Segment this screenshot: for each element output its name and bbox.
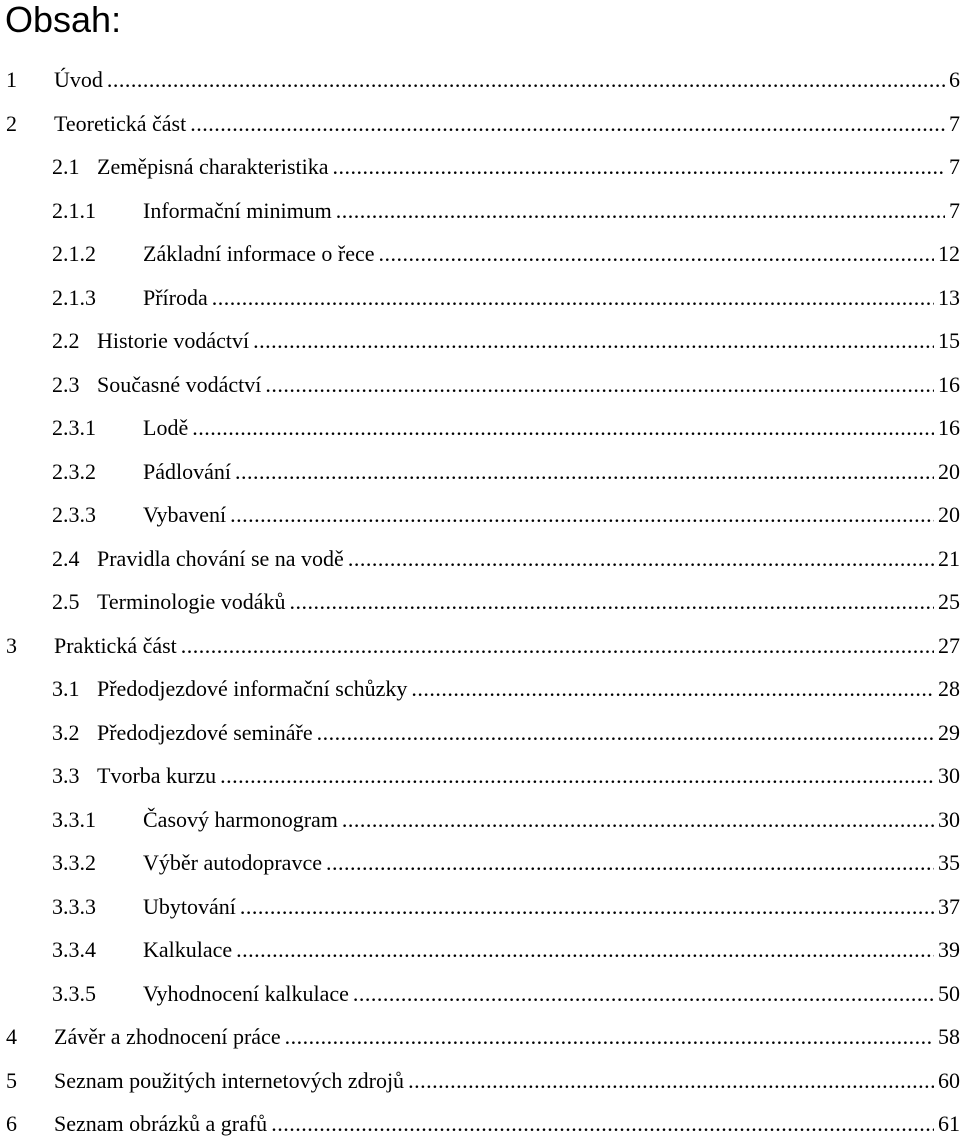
toc-entry-page: 12 bbox=[938, 241, 960, 266]
toc-entry-label: Základní informace o řece bbox=[143, 241, 375, 266]
toc-entry-label: Seznam obrázků a grafů bbox=[54, 1111, 268, 1136]
toc-entry[interactable] bbox=[0, 884, 960, 928]
toc-entry[interactable] bbox=[0, 666, 960, 710]
toc-entry[interactable] bbox=[0, 362, 960, 406]
toc-entry-number: 3.3.5 bbox=[52, 980, 96, 1006]
toc-entry-number: 3.2 bbox=[52, 719, 80, 745]
toc-entry[interactable] bbox=[0, 318, 960, 362]
toc-entry-label: Kalkulace bbox=[143, 937, 233, 962]
toc-entry-label: Předodjezdové semináře bbox=[97, 719, 313, 745]
dot-leader bbox=[317, 720, 934, 746]
toc-entry[interactable] bbox=[0, 536, 960, 580]
dot-leader bbox=[411, 676, 934, 702]
toc-entry-line bbox=[97, 154, 960, 180]
toc-entry-page: 30 bbox=[938, 806, 960, 832]
dot-leader bbox=[342, 807, 934, 833]
toc-entry-line bbox=[143, 850, 960, 876]
toc-entry[interactable] bbox=[0, 971, 960, 1015]
toc-entry-page: 60 bbox=[938, 1067, 960, 1093]
toc-entry-number: 3 bbox=[6, 632, 17, 658]
toc-entry-page: 50 bbox=[938, 980, 960, 1006]
toc-entry[interactable] bbox=[0, 101, 960, 145]
toc-entry-number: 3.3.3 bbox=[52, 893, 96, 919]
dot-leader bbox=[253, 328, 934, 354]
toc-entry-label: Informační minimum bbox=[143, 197, 332, 223]
toc-entry-line bbox=[54, 1111, 960, 1137]
toc-entry-page: 7 bbox=[949, 154, 960, 179]
toc-entry-number: 2.2 bbox=[52, 328, 80, 353]
toc-entry-line bbox=[143, 415, 960, 441]
toc-entry-label: Tvorba kurzu bbox=[97, 763, 217, 788]
toc-entry-number: 2.1.1 bbox=[52, 197, 96, 223]
dot-leader bbox=[408, 1068, 934, 1094]
toc-entry-line bbox=[97, 763, 960, 789]
dot-leader bbox=[220, 763, 934, 789]
dot-leader bbox=[285, 1024, 934, 1050]
toc-entry-page: 28 bbox=[938, 676, 960, 701]
dot-leader bbox=[181, 633, 934, 659]
toc-entry-line bbox=[54, 1068, 960, 1094]
dot-leader bbox=[107, 67, 945, 93]
toc-entry[interactable] bbox=[0, 710, 960, 754]
toc-entry-label: Současné vodáctví bbox=[97, 371, 262, 397]
toc-entry-label: Terminologie vodáků bbox=[97, 589, 286, 614]
dot-leader bbox=[289, 589, 934, 615]
toc-entry[interactable] bbox=[0, 753, 960, 797]
dot-leader bbox=[230, 502, 934, 528]
toc-entry[interactable] bbox=[0, 492, 960, 536]
toc-entry-label: Historie vodáctví bbox=[97, 328, 250, 353]
toc-entry-page: 61 bbox=[938, 1111, 960, 1136]
toc-entry-label: Lodě bbox=[143, 415, 189, 440]
toc-entry-number: 2.1.2 bbox=[52, 241, 96, 266]
toc-entry[interactable] bbox=[0, 840, 960, 884]
dot-leader bbox=[192, 415, 934, 441]
dot-leader bbox=[378, 241, 934, 267]
toc-entry-number: 3.3 bbox=[52, 763, 80, 788]
toc-entry-line bbox=[97, 328, 960, 354]
dot-leader bbox=[236, 937, 934, 963]
toc-entry-line bbox=[97, 676, 960, 702]
dot-leader bbox=[353, 981, 934, 1007]
toc-entry-number: 2.3.1 bbox=[52, 415, 96, 440]
toc-entry-line bbox=[97, 546, 960, 572]
toc-entry-page: 20 bbox=[938, 458, 960, 484]
toc-entry-page: 39 bbox=[938, 937, 960, 962]
toc-entry-label: Závěr a zhodnocení práce bbox=[54, 1024, 281, 1049]
toc-entry-label: Časový harmonogram bbox=[143, 806, 338, 832]
dot-leader bbox=[333, 154, 945, 180]
toc-entry-number: 2.1 bbox=[52, 154, 80, 179]
toc-entry-line bbox=[143, 981, 960, 1007]
toc-entry-page: 15 bbox=[938, 328, 960, 353]
toc-entry-line bbox=[143, 285, 960, 311]
toc-entry[interactable] bbox=[0, 1014, 960, 1058]
toc-entry-page: 7 bbox=[949, 197, 960, 223]
toc-entry-label: Teoretická část bbox=[54, 110, 187, 136]
toc-entry-number: 2.3.2 bbox=[52, 458, 96, 484]
toc-entry-line bbox=[143, 459, 960, 485]
toc-entry-page: 29 bbox=[938, 719, 960, 745]
toc-entry-label: Úvod bbox=[54, 67, 103, 92]
toc-entry-page: 27 bbox=[938, 632, 960, 658]
toc-entry-page: 16 bbox=[938, 371, 960, 397]
toc-entry-label: Zeměpisná charakteristika bbox=[97, 154, 329, 179]
toc-entry-line bbox=[143, 937, 960, 963]
toc-entry-number: 2.5 bbox=[52, 589, 80, 614]
toc-entry-line bbox=[97, 372, 960, 398]
toc-entry-line bbox=[143, 894, 960, 920]
toc-entry-page: 7 bbox=[949, 110, 960, 136]
page-title: Obsah: bbox=[5, 0, 122, 40]
toc-entry-number: 2.3 bbox=[52, 371, 80, 397]
toc-entry[interactable] bbox=[0, 797, 960, 841]
toc-entry-number: 2.3.3 bbox=[52, 502, 96, 527]
toc-entry-number: 3.3.4 bbox=[52, 937, 96, 962]
toc-entry[interactable] bbox=[0, 275, 960, 319]
dot-leader bbox=[348, 546, 934, 572]
toc-entry-page: 21 bbox=[938, 545, 960, 571]
toc-entry-label: Výběr autodopravce bbox=[143, 850, 322, 875]
dot-leader bbox=[336, 198, 945, 224]
toc-entry-number: 1 bbox=[6, 67, 17, 92]
toc-entry[interactable] bbox=[0, 449, 960, 493]
dot-leader bbox=[235, 459, 934, 485]
toc-entry-line bbox=[54, 111, 960, 137]
toc-entry[interactable] bbox=[0, 144, 960, 188]
toc-entry[interactable] bbox=[0, 57, 960, 101]
toc-entry-page: 30 bbox=[938, 763, 960, 788]
toc-entry-page: 16 bbox=[938, 415, 960, 440]
toc-entry-page: 6 bbox=[949, 67, 960, 92]
toc-entry-label: Praktická část bbox=[54, 632, 177, 658]
toc-entry-label: Vyhodnocení kalkulace bbox=[143, 980, 349, 1006]
toc-entry-label: Seznam použitých internetových zdrojů bbox=[54, 1067, 405, 1093]
toc-entry-page: 13 bbox=[938, 284, 960, 310]
toc-entry-label: Vybavení bbox=[143, 502, 227, 527]
toc-entry-number: 4 bbox=[6, 1024, 17, 1049]
dot-leader bbox=[190, 111, 945, 137]
toc-entry[interactable] bbox=[0, 1058, 960, 1102]
dot-leader bbox=[212, 285, 934, 311]
toc-entry-label: Ubytování bbox=[143, 893, 236, 919]
toc-entry[interactable] bbox=[0, 927, 960, 971]
toc-entry-number: 3.1 bbox=[52, 676, 80, 701]
toc-entry[interactable] bbox=[0, 231, 960, 275]
dot-leader bbox=[326, 850, 934, 876]
dot-leader bbox=[240, 894, 934, 920]
toc-entry-number: 2.1.3 bbox=[52, 284, 96, 310]
toc-entry[interactable] bbox=[0, 1101, 960, 1145]
toc-entry[interactable] bbox=[0, 188, 960, 232]
dot-leader bbox=[265, 372, 934, 398]
toc-entry-number: 2 bbox=[6, 110, 17, 136]
dot-leader bbox=[271, 1111, 934, 1137]
toc-entry-label: Předodjezdové informační schůzky bbox=[97, 676, 408, 701]
toc-entry-page: 37 bbox=[938, 893, 960, 919]
toc-entry[interactable] bbox=[0, 623, 960, 667]
toc-entry-number: 3.3.2 bbox=[52, 850, 96, 875]
toc-entry[interactable] bbox=[0, 405, 960, 449]
toc-entry-page: 58 bbox=[938, 1024, 960, 1049]
toc-entry-line bbox=[54, 67, 960, 93]
toc-entry-page: 25 bbox=[938, 589, 960, 614]
toc-entry-label: Příroda bbox=[143, 284, 208, 310]
toc-entry-number: 5 bbox=[6, 1067, 17, 1093]
table-of-contents bbox=[0, 57, 960, 1145]
toc-entry[interactable] bbox=[0, 579, 960, 623]
toc-entry-line bbox=[143, 502, 960, 528]
toc-entry-number: 6 bbox=[6, 1111, 17, 1136]
toc-entry-line bbox=[143, 807, 960, 833]
toc-entry-page: 35 bbox=[938, 850, 960, 875]
toc-entry-line bbox=[97, 720, 960, 746]
toc-entry-number: 2.4 bbox=[52, 545, 80, 571]
toc-entry-label: Pádlování bbox=[143, 458, 231, 484]
toc-entry-line bbox=[143, 198, 960, 224]
toc-entry-line bbox=[54, 633, 960, 659]
toc-entry-number: 3.3.1 bbox=[52, 806, 96, 832]
toc-entry-line bbox=[143, 241, 960, 267]
toc-entry-label: Pravidla chování se na vodě bbox=[97, 545, 344, 571]
toc-entry-line bbox=[97, 589, 960, 615]
toc-entry-line bbox=[54, 1024, 960, 1050]
toc-entry-page: 20 bbox=[938, 502, 960, 527]
